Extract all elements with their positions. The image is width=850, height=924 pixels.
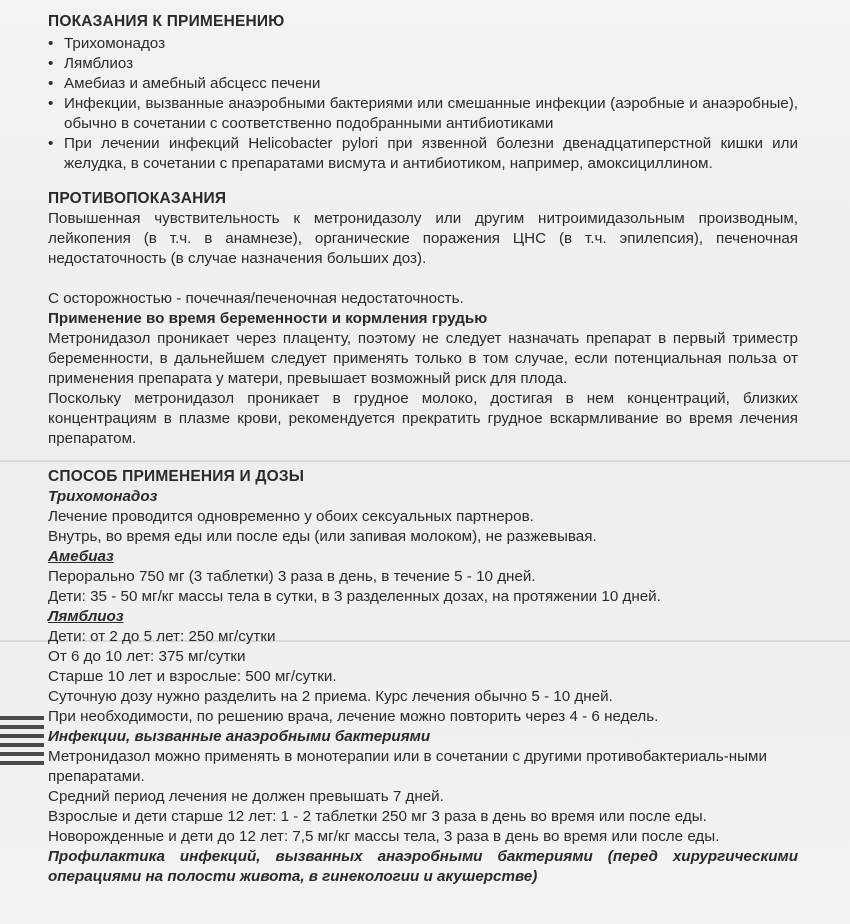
indications-heading: ПОКАЗАНИЯ К ПРИМЕНЕНИЮ (48, 13, 285, 30)
giardiasis-subheading: Лямблиоз (48, 608, 124, 625)
dosage-line: Взрослые и дети старше 12 лет: 1 - 2 таблетки 250 мг 3 раза в день во время или после еды. (48, 808, 707, 825)
trichomoniasis-subheading: Трихомонадоз (48, 488, 158, 505)
dosage-line: При необходимости, по решению врача, лечение можно повторить через 4 - 6 недель. (48, 708, 659, 725)
dosage-line: Средний период лечения не должен превышать 7 дней. (48, 788, 444, 805)
dosage-heading: СПОСОБ ПРИМЕНЕНИЯ И ДОЗЫ (48, 468, 305, 485)
lactation-paragraph: Поскольку метронидазол проникает в грудное молоко, достигая в нем концентраций, близких концентрациям в плазме крови, рекомендуется прекратить грудное вскармливание во время лечения препаратом. (48, 390, 798, 447)
contraindications-text: Повышенная чувствительность к метронидазолу или другим нитроимидазольным производным, лейкопения (в т.ч. в анамнезе), органические поражения ЦНС (в т.ч. эпилепсия), печеночная недостаточность (в случае назначения больших доз). (48, 210, 798, 267)
contraindications-heading: ПРОТИВОПОКАЗАНИЯ (48, 190, 227, 207)
list-item: • Инфекции, вызванные анаэробными бактериями или смешанные инфекции (аэробные и анаэробные), обычно в сочетании с соответственно подобранными антибиотиками (48, 94, 798, 134)
caution-text: С осторожностью - почечная/печеночная недостаточность. (48, 290, 464, 307)
dosage-line: Дети: 35 - 50 мг/кг массы тела в сутки, в 3 разделенных дозах, на протяжении 10 дней. (48, 588, 661, 605)
leaflet-text (48, 12, 798, 887)
dosage-line: Новорожденные и дети до 12 лет: 7,5 мг/кг массы тела, 3 раза в день во время или после еды. (48, 828, 720, 845)
dosage-line: Метронидазол можно применять в монотерапии или в сочетании с другими противобактериаль-ными препаратами. (48, 748, 767, 785)
dosage-line: Внутрь, во время еды или после еды (или запивая молоком), не разжевывая. (48, 528, 597, 545)
dosage-line: От 6 до 10 лет: 375 мг/сутки (48, 648, 246, 665)
list-item: • Лямблиоз (48, 54, 798, 74)
pregnancy-paragraph: Метронидазол проникает через плаценту, поэтому не следует назначать препарат в первый триместр беременности, в дальнейшем следует применять только в том случае, если потенциальная польза от применения препарата у матери, превышает возможный риск для плода. (48, 330, 798, 387)
dosage-line: Перорально 750 мг (3 таблетки) 3 раза в день, в течение 5 - 10 дней. (48, 568, 536, 585)
amoebiasis-subheading: Амебиаз (48, 548, 114, 565)
list-item: • Амебиаз и амебный абсцесс печени (48, 74, 798, 94)
dosage-line: Дети: от 2 до 5 лет: 250 мг/сутки (48, 628, 276, 645)
dosage-line: Лечение проводится одновременно у обоих сексуальных партнеров. (48, 508, 534, 525)
dosage-line: Суточную дозу нужно разделить на 2 приема. Курс лечения обычно 5 - 10 дней. (48, 688, 613, 705)
list-item: • При лечении инфекций Helicobacter pylori при язвенной болезни двенадцатиперстной кишки или желудка, в сочетании с препаратами висмута и антибиотиком, например, амоксициллином. (48, 134, 798, 174)
indications-list (48, 34, 798, 174)
pregnancy-heading: Применение во время беременности и кормления грудью (48, 310, 488, 327)
anaerobic-subheading: Инфекции, вызванные анаэробными бактериями (48, 728, 431, 745)
dosage-line: Старше 10 лет и взрослые: 500 мг/сутки. (48, 668, 337, 685)
print-marks (0, 716, 44, 770)
prophylaxis-subheading: Профилактика инфекций, вызванных анаэробными бактериями (перед хирургическими операциями на полости живота, в гинекологии и акушерстве) (48, 848, 798, 885)
list-item: • Трихомонадоз (48, 34, 798, 54)
